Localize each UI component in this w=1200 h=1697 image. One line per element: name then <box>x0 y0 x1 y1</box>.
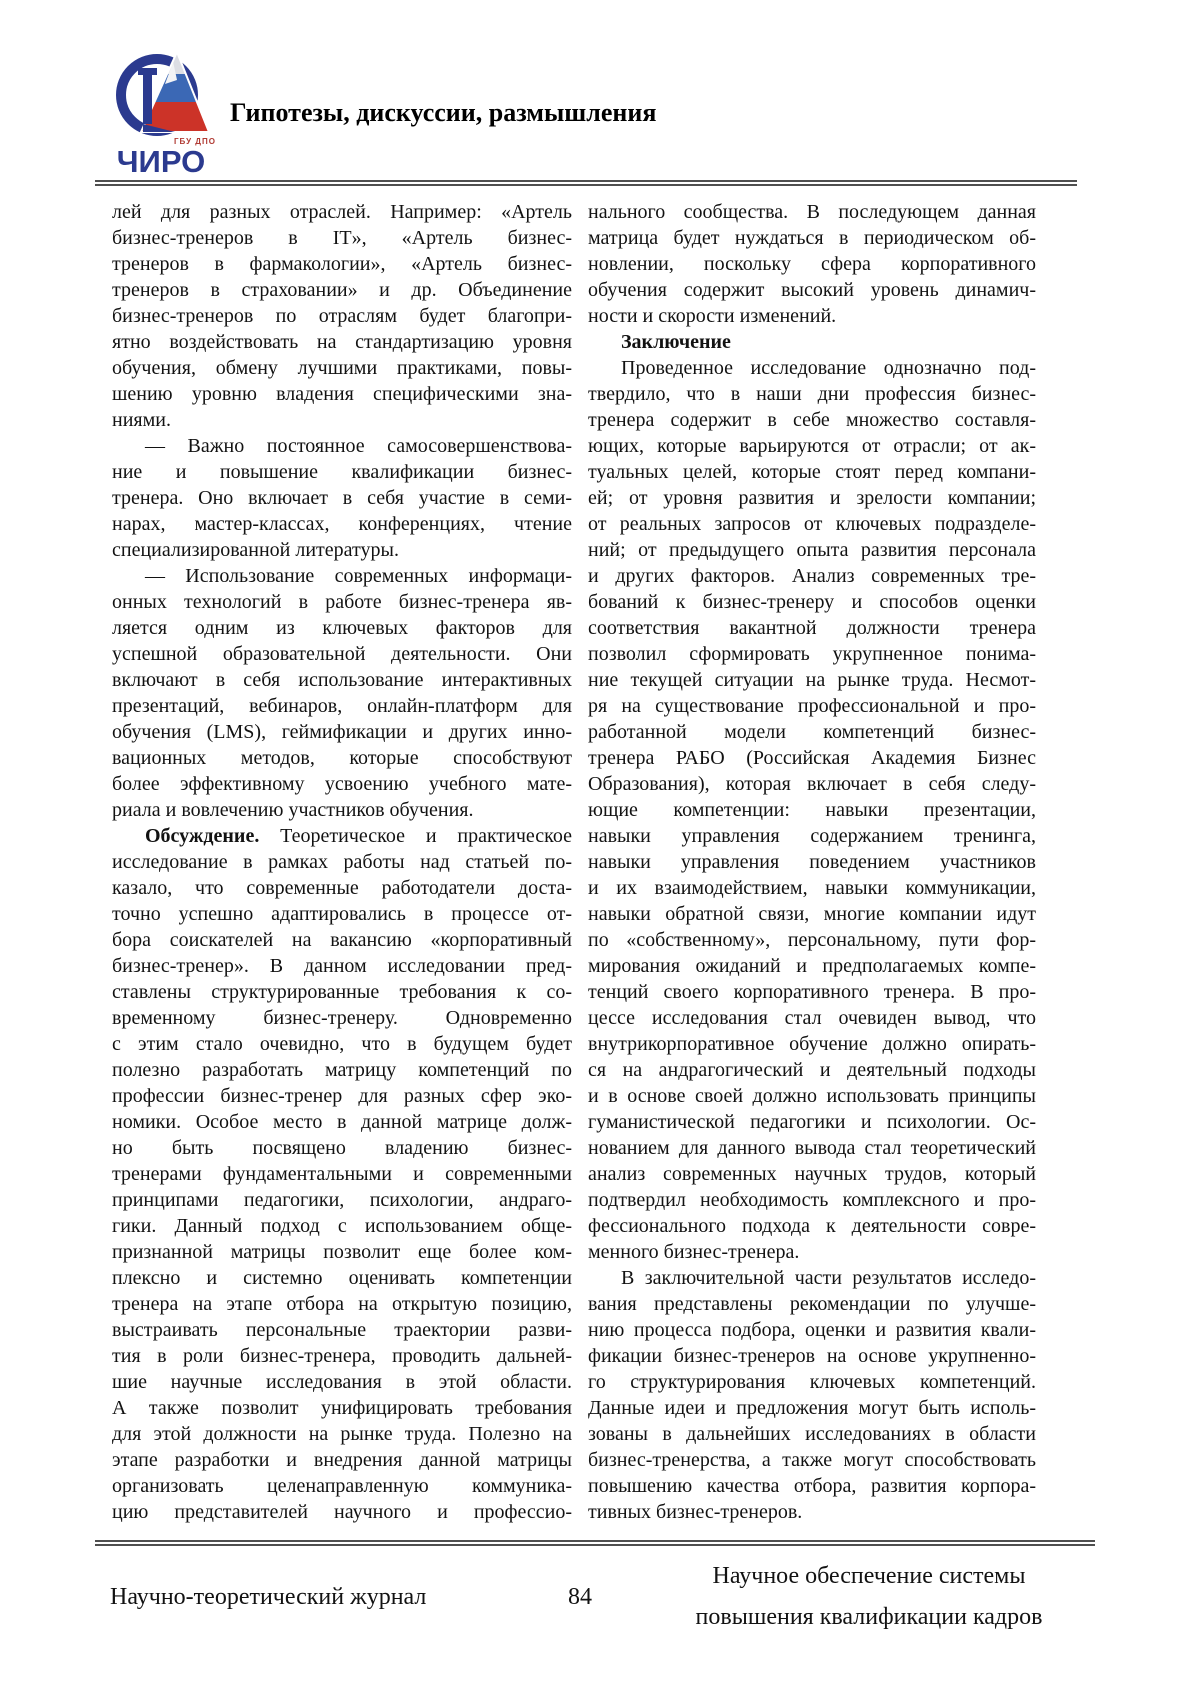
page-number: 84 <box>568 1584 592 1610</box>
text-line: ний; от предыдущего опыта развития персонала <box>588 539 1036 561</box>
text-line: вания представлены рекомендации по улучше- <box>588 1293 1036 1315</box>
chiro-logo <box>105 40 235 179</box>
text-line: организовать целенаправленную коммуника- <box>112 1475 572 1497</box>
text-line: повышению качества отбора, развития корпора- <box>588 1475 1036 1497</box>
text-line: признанной матрицы позволит еще более ком- <box>112 1241 572 1263</box>
text-line: ляется одним из ключевых факторов для <box>112 617 572 639</box>
text-line: шению уровню владения специфическими зна- <box>112 383 572 405</box>
text-line: исследование в рамках работы над статьей по- <box>112 851 572 873</box>
text-line: обучения, обмену лучшими практиками, повы- <box>112 357 572 379</box>
text-line: нию процесса подбора, оценки и развития квали- <box>588 1319 1036 1341</box>
text-line: успешной образовательной деятельности. Они <box>112 643 572 665</box>
footer-journal-name <box>688 1556 1050 1638</box>
text-line: Обсуждение. Теоретическое и практическое <box>145 825 572 847</box>
text-line: — Важно постоянное самосовершенствова- <box>145 435 572 457</box>
text-line: временному бизнес-тренеру. Одновременно <box>112 1007 572 1029</box>
text-line: казало, что современные работодатели доста- <box>112 877 572 899</box>
text-line: риала и вовлечению участников обучения. <box>112 799 474 821</box>
text-line: и их взаимодействием, навыки коммуникации, <box>588 877 1036 899</box>
text-line: тренеров в страховании» и др. Объединение <box>112 279 572 301</box>
text-line: гуманистической педагогики и психологии. Ос- <box>588 1111 1036 1133</box>
text-line: ние и повышение квалификации бизнес- <box>112 461 572 483</box>
text-line: В заключительной части результатов исследо- <box>621 1267 1036 1289</box>
text-line: специализированной литературы. <box>112 539 399 561</box>
text-line: бизнес-тренеров по отраслям будет благопри- <box>112 305 572 327</box>
text-line: туальных целей, которые стоят перед компани- <box>588 461 1036 483</box>
text-line: Заключение <box>621 331 731 353</box>
text-line: тренера на этапе отбора на открытую позицию, <box>112 1293 572 1315</box>
text-line: ющих, которые варьируются от отрасли; от ак- <box>588 435 1036 457</box>
text-line: анализ современных научных трудов, который <box>588 1163 1036 1185</box>
text-line: бора соискателей на вакансию «корпоративный <box>112 929 572 951</box>
text-line: матрица будет нуждаться в периодическом об- <box>588 227 1036 249</box>
text-line: ятно воздействовать на стандартизацию уровня <box>112 331 572 353</box>
text-line: ся на андрагогический и деятельный подходы <box>588 1059 1036 1081</box>
text-line: — Использование современных информаци- <box>145 565 572 587</box>
text-line: презентаций, вебинаров, онлайн-платформ для <box>112 695 572 717</box>
text-line: новлении, поскольку сфера корпоративного <box>588 253 1036 275</box>
text-line: А также позволит унифицировать требования <box>112 1397 572 1419</box>
text-line: подтвердил необходимость комплексного и про- <box>588 1189 1036 1211</box>
text-line: бизнес-тренеров в IT», «Артель бизнес- <box>112 227 572 249</box>
text-line: принципами педагогики, психологии, андраго- <box>112 1189 572 1211</box>
text-line: тивных бизнес-тренеров. <box>588 1501 803 1523</box>
text-line: ря на существование профессиональной и про- <box>588 695 1036 717</box>
text-line: бизнес-тренерства, а также могут способствовать <box>588 1449 1036 1471</box>
text-line: фикации бизнес-тренеров на основе укрупненно- <box>588 1345 1036 1367</box>
text-line: внутрикорпоративное обучение должно опирать- <box>588 1033 1036 1055</box>
text-line: плексно и системно оценивать компетенции <box>112 1267 572 1289</box>
text-line: тенций своего корпоративного тренера. В про- <box>588 981 1036 1003</box>
text-line: точно успешно адаптировались в процессе от- <box>112 903 572 925</box>
text-line: по «собственному», персональному, пути фор- <box>588 929 1036 951</box>
text-line: тренера РАБО (Российская Академия Бизнес <box>588 747 1036 769</box>
text-line: и других факторов. Анализ современных тре- <box>588 565 1036 587</box>
text-line: тренера. Оно включает в себя участие в семи- <box>112 487 572 509</box>
text-line: соответствия вакантной должности тренера <box>588 617 1036 639</box>
text-line: ставлены структурированные требования к со- <box>112 981 572 1003</box>
text-line: этапе разработки и внедрения данной матрицы <box>112 1449 572 1471</box>
text-line: работанной модели компетенций бизнес- <box>588 721 1036 743</box>
text-line: гики. Данный подход с использованием обще- <box>112 1215 572 1237</box>
text-line: зованы в дальнейших исследованиях в области <box>588 1423 1036 1445</box>
text-line: но быть посвящено владению бизнес- <box>112 1137 572 1159</box>
text-line: тренеров в фармакологии», «Артель бизнес- <box>112 253 572 275</box>
text-line: тренерами фундаментальными и современными <box>112 1163 572 1185</box>
text-line: Данные идеи и предложения могут быть исполь- <box>588 1397 1036 1419</box>
text-line: номики. Особое место в данной матрице долж- <box>112 1111 572 1133</box>
text-line: менного бизнес-тренера. <box>588 1241 800 1263</box>
text-line: навыки управления поведением участников <box>588 851 1036 873</box>
text-line: Проведенное исследование однозначно под- <box>621 357 1036 379</box>
text-line: тия в роли бизнес-тренера, проводить дальней- <box>112 1345 572 1367</box>
text-line: нарах, мастер-классах, конференциях, чтение <box>112 513 572 535</box>
text-line: нованием для данного вывода стал теоретический <box>588 1137 1036 1159</box>
text-line: онных технологий в работе бизнес-тренера яв- <box>112 591 572 613</box>
text-line: нального сообщества. В последующем данная <box>588 201 1036 223</box>
text-line: цию представителей научного и профессио- <box>112 1501 572 1523</box>
header-divider <box>95 180 1077 186</box>
text-line: более эффективному усвоению учебного мате- <box>112 773 572 795</box>
text-line: выстраивать персональные траектории разви- <box>112 1319 572 1341</box>
text-line: цессе исследования стал очевиден вывод, что <box>588 1007 1036 1029</box>
text-line: бизнес-тренер». В данном исследовании пред- <box>112 955 572 977</box>
text-line: обучения содержит высокий уровень динамич- <box>588 279 1036 301</box>
text-line: мирования ожиданий и предполагаемых компе- <box>588 955 1036 977</box>
text-line: полезно разработать матрицу компетенций по <box>112 1059 572 1081</box>
text-line: профессии бизнес-тренер для разных сфер эко- <box>112 1085 572 1107</box>
text-line: ние текущей ситуации на рынке труда. Несмот- <box>588 669 1036 691</box>
text-line: ниями. <box>112 409 171 431</box>
text-line: от реальных запросов от ключевых подразделе- <box>588 513 1036 535</box>
text-line: ющие компетенции: навыки презентации, <box>588 799 1036 821</box>
text-column-left <box>112 199 572 1525</box>
section-title: Гипотезы, дискуссии, размышления <box>230 98 657 127</box>
text-line: твердило, что в наши дни профессия бизнес- <box>588 383 1036 405</box>
text-line: навыки управления содержанием тренинга, <box>588 825 1036 847</box>
text-line: и в основе своей должно использовать принципы <box>588 1085 1036 1107</box>
footer-divider <box>95 1540 1095 1546</box>
text-line: вационных методов, которые способствуют <box>112 747 572 769</box>
text-line: Образования), которая включает в себя следу- <box>588 773 1036 795</box>
text-column-right <box>588 199 1036 1525</box>
text-line: шие научные исследования в этой области. <box>112 1371 572 1393</box>
logo-acronym: ЧИРО <box>116 144 206 179</box>
text-line: бований к бизнес-тренеру и способов оценки <box>588 591 1036 613</box>
text-line: позволил сформировать укрупненное понима- <box>588 643 1036 665</box>
text-line: го структурирования ключевых компетенций. <box>588 1371 1036 1393</box>
text-line: лей для разных отраслей. Например: «Артель <box>112 201 572 223</box>
text-line: ности и скорости изменений. <box>588 305 837 327</box>
text-line: фессионального подхода к деятельности совре- <box>588 1215 1036 1237</box>
text-line: обучения (LMS), геймификации и других инно- <box>112 721 572 743</box>
footer-journal-name-line1: Научное обеспечение системы <box>712 1563 1026 1589</box>
text-line: для этой должности на рынке труда. Полезно на <box>112 1423 572 1445</box>
text-line: включают в себя использование интерактивных <box>112 669 572 691</box>
footer-journal-type: Научно-теоретический журнал <box>110 1584 427 1610</box>
logo-org-type: ГБУ ДПО <box>174 137 216 146</box>
text-line: тренера содержит в себе множество составля- <box>588 409 1036 431</box>
text-line: ей; от уровня развития и зрелости компании; <box>588 487 1036 509</box>
footer-journal-name-line2: повышения квалификации кадров <box>695 1604 1043 1630</box>
text-line: навыки обратной связи, многие компании идут <box>588 903 1036 925</box>
text-line: с этим стало очевидно, что в будущем будет <box>112 1033 572 1055</box>
